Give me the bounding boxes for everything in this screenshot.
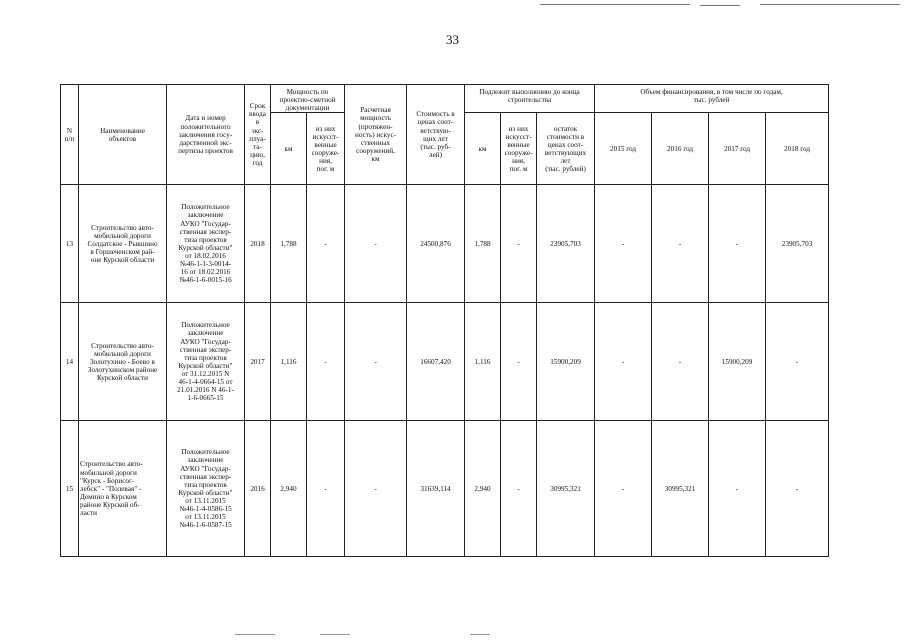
cell-number: 14 — [61, 303, 79, 421]
header-financing: Объем финансирования, в том числе по годам, тыс. рублей — [595, 85, 829, 113]
cell-year-2018: 23905,703 — [766, 185, 829, 303]
cell-expertise: Положительное заключение АУКО "Государ- ственная экспер- тиза проектов Курской области" от 13.11.2015 №46-1-4-0586-15 от 13.11.2015 №46-1-6-0587-15 — [167, 421, 245, 557]
header-remaining-cost: остаток стоимости в ценах соот- ветствующих лет (тыс. рублей) — [537, 113, 595, 185]
cell-year-2016: 30995,321 — [652, 421, 709, 557]
header-year-2015: 2015 год — [595, 113, 652, 185]
cell-number: 15 — [61, 421, 79, 557]
cell-year-2015: - — [595, 185, 652, 303]
cell-design-km: 1,788 — [271, 185, 307, 303]
cell-object-name: Строительство авто- мобильной дороги "Курск - Борисог- лебск" - "Полевая" - Демино в Курском районе Курской об- ласти — [79, 421, 167, 557]
header-cost: Стоимость в ценах соот- ветствую- щих лет (тыс. руб- лей) — [407, 85, 465, 185]
header-year-2016: 2016 год — [652, 113, 709, 185]
header-design-km: км — [271, 113, 307, 185]
scan-artifact-line — [540, 4, 690, 5]
table-row — [61, 185, 829, 303]
cell-remaining-cost: 30995,321 — [537, 421, 595, 557]
cell-remaining-artificial: - — [501, 303, 537, 421]
scan-artifact-line — [470, 634, 490, 635]
cell-year-2017: - — [709, 185, 766, 303]
cell-remaining-cost: 15900,209 — [537, 303, 595, 421]
cell-remaining-km: 2,940 — [465, 421, 501, 557]
cell-remaining-km: 1,788 — [465, 185, 501, 303]
cell-object-name: Строительство авто- мобильной дороги Золотухино - Боево в Золотухинском районе Курской области — [79, 303, 167, 421]
cell-year-2015: - — [595, 421, 652, 557]
header-commissioning-year: Срок ввода в экс- плуа- та- цию, год — [245, 85, 271, 185]
cell-commissioning-year: 2018 — [245, 185, 271, 303]
cell-number: 13 — [61, 185, 79, 303]
cell-remaining-artificial: - — [501, 421, 537, 557]
header-year-2017: 2017 год — [709, 113, 766, 185]
cell-commissioning-year: 2017 — [245, 303, 271, 421]
header-object-name: Наименование объектов — [79, 85, 167, 185]
cell-remaining-km: 1,116 — [465, 303, 501, 421]
cell-expertise: Положительное заключение АУКО "Государ- ственная экспер- тиза проектов Курской области" от 31.12.2015 N 46-1-4-0664-15 от 21.01.2016 N 46-1- 1-6-0665-15 — [167, 303, 245, 421]
cell-year-2018: - — [766, 303, 829, 421]
header-remaining-work: Подлежит выполнению до конца строительства — [465, 85, 595, 113]
scan-artifact-line — [235, 634, 275, 635]
header-design-artificial: из них искусст- венные сооруже- ния, пог. м — [307, 113, 345, 185]
header-expertise: Дата и номер положительного заключения госу- дарственной экс- пертизы проектов — [167, 85, 245, 185]
cell-calculated-capacity: - — [345, 185, 407, 303]
cell-year-2018: - — [766, 421, 829, 557]
table-row — [61, 303, 829, 421]
cell-calculated-capacity: - — [345, 303, 407, 421]
cell-year-2017: - — [709, 421, 766, 557]
cell-design-artificial: - — [307, 421, 345, 557]
cell-cost: 31639,114 — [407, 421, 465, 557]
cell-cost: 24500,876 — [407, 185, 465, 303]
cell-expertise: Положительное заключение АУКО "Государ- ственная экспер- тиза проектов Курской области" от 18.02.2016 №46-1-1-3-0014- 16 от 18.02.2016 №46-1-6-0015-16 — [167, 185, 245, 303]
cell-year-2016: - — [652, 185, 709, 303]
scan-artifact-line — [320, 634, 350, 635]
table-row — [61, 421, 829, 557]
header-remaining-artificial: из них искусст- венные сооруже- ния, пог. м — [501, 113, 537, 185]
header-calculated-capacity: Расчетная мощность (протяжен- ность) искус- ственных сооружений, км — [345, 85, 407, 185]
cell-calculated-capacity: - — [345, 421, 407, 557]
cell-design-km: 1,116 — [271, 303, 307, 421]
header-design-capacity: Мощность по проектно-сметной документации — [271, 85, 345, 113]
header-remaining-km: км — [465, 113, 501, 185]
cell-year-2017: 15900,209 — [709, 303, 766, 421]
cell-design-artificial: - — [307, 185, 345, 303]
header-number: N п/п — [61, 85, 79, 185]
cell-design-km: 2,940 — [271, 421, 307, 557]
header-year-2018: 2018 год — [766, 113, 829, 185]
scan-artifact-line — [760, 4, 900, 5]
cell-object-name: Строительство авто- мобильной дороги Солдатское - Рыкшино в Горшеченском рай- оне Курской области — [79, 185, 167, 303]
page-number: 33 — [446, 32, 459, 47]
cell-remaining-artificial: - — [501, 185, 537, 303]
cell-year-2016: - — [652, 303, 709, 421]
cell-cost: 16607,420 — [407, 303, 465, 421]
cell-remaining-cost: 23905,703 — [537, 185, 595, 303]
scan-artifact-line — [700, 5, 740, 6]
cell-design-artificial: - — [307, 303, 345, 421]
cell-year-2015: - — [595, 303, 652, 421]
cell-commissioning-year: 2016 — [245, 421, 271, 557]
financing-table — [60, 84, 829, 557]
